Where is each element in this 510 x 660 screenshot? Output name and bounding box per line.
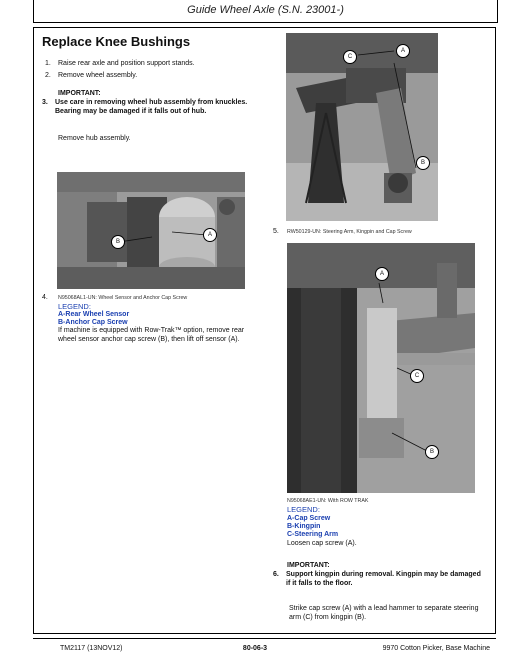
legend-2-title: LEGEND:	[287, 505, 320, 514]
step-3-line-1: Use care in removing wheel hub assembly from knuckles.	[55, 99, 248, 106]
callout-c-figure-2: C	[343, 50, 357, 64]
step-6-note-line-2: arm (C) from kingpin (B).	[289, 614, 367, 621]
step-1-number: 1.	[45, 60, 51, 67]
step-6-line-2: if it falls to the floor.	[286, 580, 353, 587]
footer-doc-id: TM2117 (13NOV12)	[60, 645, 123, 652]
callout-a-figure-2: A	[396, 44, 410, 58]
figure-steering-arm-art	[286, 33, 438, 221]
footer-rule	[33, 638, 496, 639]
step-3-number: 3.	[42, 99, 48, 106]
callout-a-figure-1: A	[203, 228, 217, 242]
important-label-1: IMPORTANT:	[58, 90, 101, 97]
header-frame	[33, 0, 498, 23]
legend-2-item-a: A-Cap Screw	[287, 515, 331, 522]
step-2-text: Remove wheel assembly.	[58, 72, 138, 79]
step-6-note-line-1: Strike cap screw (A) with a lead hammer to separate steering	[289, 605, 479, 612]
figure-steering-arm-photo	[286, 33, 438, 221]
callout-b-figure-2: B	[416, 156, 430, 170]
step-5-text: Loosen cap screw (A).	[287, 540, 357, 547]
footer-page-number: 80-06-3	[242, 645, 268, 652]
legend-2-item-b: B-Kingpin	[287, 523, 321, 530]
figure-wheel-sensor-photo	[57, 172, 245, 289]
step-2-number: 2.	[45, 72, 51, 79]
important-label-2: IMPORTANT:	[287, 562, 330, 569]
header-title: Guide Wheel Axle (S.N. 23001-)	[187, 4, 344, 16]
footer-product-name: 9970 Cotton Picker, Base Machine	[382, 645, 490, 652]
callout-c-figure-3: C	[410, 369, 424, 383]
step-1-text: Raise rear axle and position support stands.	[58, 60, 195, 67]
legend-1-title: LEGEND:	[58, 302, 91, 311]
figure-row-trak-photo	[287, 243, 475, 493]
step-4-text-line-1: If machine is equipped with Row-Trak™ option, remove rear	[58, 327, 245, 334]
legend-1-item-b: B-Anchor Cap Screw	[58, 319, 128, 326]
section-title: Replace Knee Bushings	[42, 34, 191, 49]
step-5-number: 5.	[273, 228, 279, 235]
step-6-number: 6.	[273, 571, 279, 578]
callout-b-figure-3: B	[425, 445, 439, 459]
step-4-number: 4.	[42, 294, 48, 301]
figure-wheel-sensor-art	[57, 172, 245, 289]
step-4-text-line-2: wheel sensor anchor cap screw (B), then lift off sensor (A).	[58, 336, 240, 343]
legend-2-item-c: C-Steering Arm	[287, 531, 339, 538]
step-3-line-2: Bearing may be damaged if it falls out of hub.	[55, 108, 207, 115]
figure-3-caption: N95068AE1-UN: With ROW TRAK	[287, 498, 369, 504]
figure-2-caption: RW50129-UN: Steering Arm, Kingpin and Cap Screw	[287, 229, 412, 235]
step-3-note: Remove hub assembly.	[58, 135, 131, 142]
figure-1-caption: N95068AL1-UN: Wheel Sensor and Anchor Cap Screw	[58, 295, 188, 301]
callout-a-figure-3: A	[375, 267, 389, 281]
step-6-line-1: Support kingpin during removal. Kingpin may be damaged	[286, 571, 481, 578]
legend-1-item-a: A-Rear Wheel Sensor	[58, 311, 130, 318]
callout-b-figure-1: B	[111, 235, 125, 249]
